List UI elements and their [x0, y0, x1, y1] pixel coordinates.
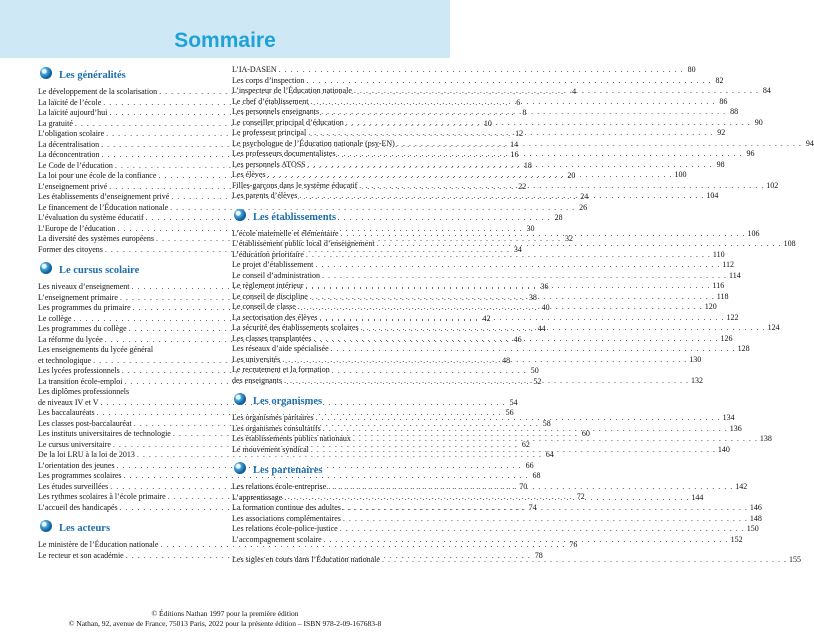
toc-entry-title: Les programmes du collège: [38, 324, 127, 333]
toc-entry-page: 86: [719, 96, 728, 106]
toc-entry-page: 76: [569, 540, 578, 549]
toc-entry-page: 150: [746, 524, 759, 533]
toc-entry-title: Le conseil d’administration: [232, 270, 320, 280]
toc-entry-title: Le recteur et son académie: [38, 550, 124, 560]
toc-entry-title: Les classes transplantées: [232, 333, 312, 343]
dot-leader: [344, 118, 753, 129]
section-title: Le cursus scolaire: [59, 265, 140, 276]
toc-entry-continued[interactable]: Les enseignements du lycée général: [38, 345, 154, 354]
section-title: Les généralités: [59, 70, 126, 81]
toc-entry-page: 80: [687, 65, 696, 74]
dot-leader: [296, 302, 705, 313]
toc-entry-title: La formation continue des adultes: [232, 503, 341, 512]
toc-entry-page: 54: [509, 397, 518, 407]
toc-entry[interactable]: [232, 96, 728, 108]
toc-entry-title: Le conseil de discipline: [232, 291, 308, 301]
toc-entry-title: L’IA-DASEN: [232, 65, 277, 74]
section-bullet-icon: [40, 520, 52, 532]
toc-entry-page: 92: [717, 128, 726, 137]
section-title: Les partenaires: [253, 465, 323, 476]
toc-entry-title: Le conseiller principal d’éducation: [232, 117, 344, 127]
toc-entry-title: La loi pour une école de la confiance: [38, 171, 157, 180]
toc-entry-title: Les associations complémentaires: [232, 513, 341, 523]
toc-entry-page: 18: [523, 160, 532, 170]
title-banner: [0, 0, 450, 58]
toc-entry-page: 12: [515, 129, 524, 138]
dot-leader: [395, 139, 804, 150]
dot-leader: [320, 271, 729, 282]
toc-entry[interactable]: [38, 540, 578, 551]
toc-entry-page: 44: [537, 324, 546, 333]
toc-entry-page: 140: [717, 444, 730, 454]
toc-entry-page: 100: [674, 170, 687, 179]
toc-entry-title: Les établissements publics nationaux: [232, 434, 351, 443]
toc-entry-page: 64: [545, 450, 554, 459]
dot-leader: [306, 128, 715, 139]
toc-entry-title: L’enseignement privé: [38, 181, 108, 191]
toc-entry-title: L’accompagnement scolaire: [232, 534, 322, 544]
toc-entry-page: 106: [747, 228, 760, 238]
toc-entry-page: 26: [579, 202, 588, 212]
section-bullet-icon: [234, 462, 246, 474]
toc-entry-page: 96: [746, 149, 755, 158]
toc-entry-page: 128: [737, 344, 750, 353]
toc-entry-title: La sectorisation des élèves: [232, 312, 318, 322]
dot-leader: [375, 239, 784, 250]
toc-entry-title: Les relations école-entreprise: [232, 482, 327, 491]
dot-leader: [357, 181, 766, 192]
toc-entry-page: 78: [534, 550, 543, 560]
toc-entry-title: L’enseignement primaire: [38, 292, 118, 302]
toc-entry-page: 32: [564, 234, 573, 243]
toc-entry-page: 46: [513, 334, 522, 344]
dot-leader: [308, 292, 717, 303]
toc-entry-title: Filles-garçons dans le système éducatif: [232, 180, 358, 190]
toc-entry-page: 136: [729, 423, 742, 433]
toc-entry-page: 122: [726, 312, 739, 322]
section-bullet-icon: [234, 209, 246, 221]
dot-leader: [329, 344, 738, 355]
toc-entry-page: 50: [530, 366, 539, 375]
toc-entry-title: L’obligation scolaire: [38, 129, 105, 138]
toc-entry-page: 14: [510, 139, 519, 149]
toc-entry-page: 30: [526, 223, 535, 233]
toc-entry[interactable]: [232, 344, 750, 355]
toc-entry-page: 72: [576, 492, 585, 501]
toc-entry-title: Les personnels ATOSS: [232, 159, 306, 169]
toc-entry-page: 42: [482, 313, 491, 323]
toc-entry-title: Le ministère de l’Éducation nationale: [38, 540, 159, 549]
toc-entry-page: 104: [706, 191, 719, 200]
toc-entry-title: La déconcentration: [38, 150, 100, 159]
toc-entry-title: L’évaluation du système éducatif: [38, 213, 144, 222]
toc-entry-page: 28: [554, 213, 563, 222]
dot-leader: [319, 107, 728, 118]
toc-entry-title: L’inspecteur de l’Éducation nationale: [232, 86, 352, 95]
toc-entry-page: 118: [716, 291, 729, 301]
toc-entry-page: 24: [580, 192, 589, 201]
section-title: Les établissements: [253, 211, 337, 223]
toc-entry-title: Le professeur principal: [232, 128, 307, 137]
toc-entry[interactable]: [38, 450, 554, 461]
dot-leader: [297, 191, 706, 202]
toc-entry-page: 52: [533, 376, 542, 386]
toc-entry-page: 144: [691, 492, 704, 502]
toc-entry-title: Les niveaux d’enseignement: [38, 282, 130, 291]
section-spacer: [232, 545, 410, 555]
toc-entry-title: Le chef d’établissement: [232, 96, 309, 106]
toc-entry-title: Les études surveillées: [38, 481, 109, 491]
toc-entry-page: 34: [513, 244, 522, 254]
dot-leader: [318, 313, 727, 324]
toc-entry[interactable]: [38, 202, 588, 214]
dot-leader: [304, 250, 713, 261]
toc-entry-page: 56: [505, 408, 514, 417]
toc-entry-page: 155: [788, 555, 801, 564]
dot-leader: [338, 524, 747, 535]
toc-entry-page: 70: [519, 481, 528, 491]
toc-entry-title: Les organismes consultatifs: [232, 423, 321, 433]
dot-leader: [339, 229, 748, 240]
section-heading-les-acteurs: [38, 518, 223, 540]
toc-entry-title: Les instituts universitaires de technologie: [38, 429, 171, 438]
toc-entry-page: 88: [730, 107, 739, 116]
toc-entry-page: 134: [722, 413, 735, 422]
toc-entry-title: Les établissements d’enseignement privé: [38, 192, 170, 201]
toc-entry-page: 62: [521, 439, 530, 449]
toc-entry-page: 16: [510, 150, 519, 159]
toc-entry-title: des enseignants: [232, 375, 282, 385]
toc-entry-page: 110: [712, 249, 725, 259]
toc-entry-title: De la loi LRU à la loi de 2013: [38, 450, 135, 459]
toc-entry-page: 124: [767, 323, 780, 332]
dot-leader: [352, 86, 761, 97]
toc-entry-title: L’apprentissage: [232, 492, 283, 502]
toc-entry-title: Les lycées professionnels: [38, 366, 120, 375]
dot-leader: [304, 281, 713, 292]
toc-entry[interactable]: [232, 260, 735, 271]
toc-entry-title: Les programmes du primaire: [38, 303, 131, 312]
toc-entry-page: 126: [720, 333, 733, 343]
toc-entry-page: 130: [689, 354, 702, 364]
toc-entry-page: 152: [730, 534, 743, 544]
copyright-line-2: © Nathan, 92, avenue de France, 75013 Paris, 2022 pour la présente édition – ISBN 978-2-09-167683-8: [68, 619, 382, 628]
toc-entry-page: 116: [712, 281, 725, 290]
dot-leader: [359, 323, 768, 334]
toc-entry-title: La transition école-emploi: [38, 376, 123, 386]
toc-entry[interactable]: [38, 471, 541, 482]
dot-leader: [341, 514, 750, 525]
toc-entry-title: et technologique: [38, 355, 92, 365]
section-bullet-icon: [234, 393, 246, 405]
dot-leader: [280, 355, 689, 366]
toc-entry-page: 48: [502, 355, 511, 365]
dot-leader: [308, 97, 717, 108]
toc-entry-page: 146: [749, 503, 762, 512]
dot-leader: [282, 376, 691, 387]
dot-leader: [341, 503, 750, 514]
toc-entry-title: La décentralisation: [38, 139, 100, 149]
toc-entry-page: 148: [749, 513, 762, 523]
section-title: Les organismes: [253, 396, 323, 407]
toc-entry-page: 132: [691, 375, 703, 385]
section-heading-les-organismes: [232, 391, 410, 413]
toc-entry-title: Le Code de l’éducation: [38, 160, 113, 170]
dot-leader: [314, 413, 723, 424]
section-heading-les-etablissements: [232, 207, 410, 229]
toc-entry[interactable]: [232, 86, 771, 97]
dot-leader: [336, 149, 745, 160]
toc-entry-title: Le conseil de classe: [232, 302, 296, 311]
dot-leader: [309, 445, 718, 456]
toc-entry-page: 102: [766, 180, 779, 190]
toc-entry-title: Les relations école-police-justice: [232, 524, 338, 533]
toc-entry-page: 142: [735, 482, 748, 491]
toc-entry-title: La laïcité de l’école: [38, 97, 102, 107]
toc-entry-page: 114: [728, 270, 741, 280]
dot-leader: [312, 334, 721, 345]
toc-entry-title: Les universités: [232, 354, 281, 364]
toc-entry-title: L’orientation des jeunes: [38, 460, 115, 470]
toc-entry-continued[interactable]: Les diplômes professionnels: [38, 387, 130, 396]
toc-entry-title: L’accueil des handicapés: [38, 502, 118, 512]
toc-entry[interactable]: [232, 75, 724, 87]
toc-entry-title: L’école maternelle et élémentaire: [232, 228, 339, 238]
toc-entry-title: Les organismes paritaires: [232, 413, 314, 422]
toc-entry-title: Le projet d’établissement: [232, 260, 314, 269]
toc-entry-title: L’Europe de l’éducation: [38, 223, 116, 233]
toc-entry-page: 138: [759, 434, 772, 443]
toc-entry-title: Le cursus universitaire: [38, 439, 111, 449]
toc-entry-page: 68: [532, 471, 541, 480]
toc-entry-title: La diversité des systèmes européens: [38, 234, 154, 243]
toc-entry-page: 22: [518, 181, 527, 191]
toc-entry-page: 74: [528, 502, 537, 512]
dot-leader: [304, 76, 713, 87]
toc-entry-page: 94: [805, 138, 814, 148]
dot-leader: [380, 555, 789, 566]
dot-leader: [277, 65, 686, 76]
section-heading-les-partenaires: [232, 460, 410, 482]
section-heading-le-cursus-scolaire: [38, 260, 223, 282]
toc-entry-continued[interactable]: Le recrutement et la formation: [232, 365, 330, 374]
toc-entry-title: L’éducation prioritaire: [232, 249, 304, 259]
toc-entry-title: Le développement de la scolarisation: [38, 87, 158, 96]
toc-entry-page: 84: [762, 86, 771, 95]
toc-entry-page: 82: [715, 75, 724, 85]
toc-entry-page: 36: [540, 282, 549, 291]
dot-leader: [351, 434, 760, 445]
dot-leader: [321, 424, 730, 435]
toc-entry-title: Le financement de l’Éducation nationale: [38, 202, 169, 212]
toc-entry-title: Le collège: [38, 313, 72, 323]
section-heading-les-generalites: [38, 65, 223, 87]
toc-entry-page: 6: [516, 97, 521, 107]
toc-entry-page: 108: [783, 239, 796, 248]
toc-entry-title: Former des citoyens: [38, 244, 103, 254]
copyright-line-1: © Éditions Nathan 1997 pour la première édition: [151, 609, 299, 618]
toc-entry-title: La gratuité: [38, 118, 73, 128]
toc-entry-title: Les programmes scolaires: [38, 471, 122, 480]
section-bullet-icon: [40, 262, 52, 274]
toc-entry-page: 112: [722, 260, 735, 269]
toc-entry-title: La réforme du lycée: [38, 334, 103, 344]
section-title: Les acteurs: [59, 523, 111, 534]
toc-entry-title: Les réseaux d’aide spécialisée: [232, 344, 329, 353]
dot-leader: [326, 482, 735, 493]
dot-leader: [266, 170, 675, 181]
toc-entry-page: 20: [567, 171, 576, 180]
toc-entry-title: Les professeurs documentalistes: [232, 149, 336, 158]
toc-entry-title: La laïcité aujourd’hui: [38, 108, 108, 117]
toc-entry-page: 98: [716, 159, 725, 169]
toc-entry-title: Le mouvement syndical: [232, 444, 309, 454]
toc-entry[interactable]: [232, 524, 759, 535]
toc-entry-page: 4: [572, 87, 577, 96]
toc-entry-title: Les classes post-baccalauréat: [38, 418, 132, 428]
dot-leader: [282, 493, 691, 504]
toc-entry-title: Les parents d’élèves: [232, 191, 298, 200]
section-bullet-icon: [40, 67, 52, 79]
toc-entry-page: 120: [704, 302, 717, 311]
toc-entry-title: de niveaux IV et V: [38, 397, 99, 407]
toc-entry-title: Les corps d’inspection: [232, 75, 305, 85]
toc-entry-page: 66: [525, 460, 534, 470]
toc-entry-title: La sécurité des établissements scolaires: [232, 323, 359, 332]
toc-entry[interactable]: [232, 513, 762, 525]
toc-entry-title: Le psychologue de l’Éducation nationale (psy-EN): [232, 138, 395, 148]
toc-entry-title: Les personnels enseignants: [232, 107, 320, 116]
page-title: Sommaire: [174, 29, 276, 52]
toc-entry-page: 58: [542, 418, 551, 428]
toc-entry-title: Les baccalauréats: [38, 408, 95, 417]
dot-leader: [313, 260, 722, 271]
toc-entry[interactable]: [232, 107, 739, 118]
toc-entry-title: Les élèves: [232, 170, 266, 179]
toc-entry-title: Les rythmes scolaires à l’école primaire: [38, 492, 166, 501]
toc-entry-page: 38: [528, 292, 537, 302]
dot-leader: [306, 160, 715, 171]
toc-entry-page: 8: [522, 108, 527, 117]
toc-entry-page: 60: [581, 429, 590, 438]
toc-entry-page: 90: [754, 117, 763, 127]
toc-entry-page: 10: [483, 118, 492, 128]
toc-entry[interactable]: [232, 65, 696, 76]
toc-entry-page: 40: [541, 303, 550, 312]
toc-entry[interactable]: [232, 270, 741, 282]
toc-entry-title: Le règlement intérieur: [232, 281, 304, 290]
dot-leader: [322, 535, 731, 546]
toc-entry-title: L’établissement public local d’enseignement: [232, 239, 375, 248]
toc-entry-title: Les sigles en cours dans l’Éducation nationale: [232, 555, 380, 564]
